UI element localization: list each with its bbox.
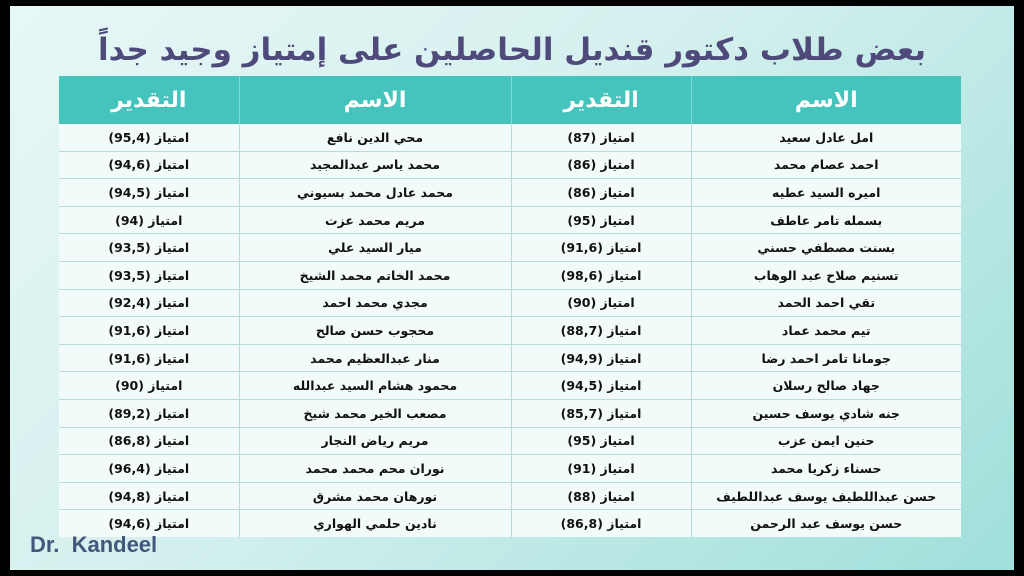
student-name-cell: تسنيم صلاح عبد الوهاب	[691, 261, 961, 289]
student-name-cell: مريم محمد عزت	[239, 206, 511, 234]
page-title: بعض طلاب دكتور قنديل الحاصلين على إمتياز وجيد جداً	[98, 32, 926, 68]
table-row	[59, 399, 961, 427]
student-name-cell: حسن يوسف عبد الرحمن	[691, 510, 961, 537]
student-name-cell: محمد عادل محمد بسيوني	[239, 179, 511, 207]
header-name-right: الاسم	[691, 76, 961, 124]
student-name-cell: مصعب الخير محمد شيخ	[239, 399, 511, 427]
student-name-cell: محي الدين نافع	[239, 124, 511, 151]
table-row	[59, 510, 961, 537]
student-grade-cell: امتياز (92,4)	[59, 289, 239, 317]
table-row	[59, 124, 961, 151]
student-grade-cell: امتياز (93,5)	[59, 234, 239, 262]
table-row	[59, 372, 961, 400]
table-row	[59, 261, 961, 289]
student-name-cell: جومانا تامر احمد رضا	[691, 344, 961, 372]
student-name-cell: بسنت مصطفي حسني	[691, 234, 961, 262]
student-grade-cell: امتياز (94,6)	[59, 151, 239, 179]
student-name-cell: اميره السيد عطيه	[691, 179, 961, 207]
student-grade-cell: امتياز (94,5)	[511, 372, 691, 400]
student-grade-cell: امتياز (88,7)	[511, 317, 691, 345]
header-name-left: الاسم	[239, 76, 511, 124]
table-row	[59, 427, 961, 455]
student-grade-cell: امتياز (87)	[511, 124, 691, 151]
student-grade-cell: امتياز (98,6)	[511, 261, 691, 289]
student-name-cell: مريم رياض النجار	[239, 427, 511, 455]
student-name-cell: جنه شادي يوسف حسين	[691, 399, 961, 427]
student-name-cell: محجوب حسن صالح	[239, 317, 511, 345]
student-name-cell: جهاد صالح رسلان	[691, 372, 961, 400]
student-grade-cell: امتياز (96,4)	[59, 455, 239, 483]
student-grade-cell: امتياز (93,5)	[59, 261, 239, 289]
student-name-cell: محمد ياسر عبدالمجيد	[239, 151, 511, 179]
student-name-cell: حنين ايمن عزب	[691, 427, 961, 455]
student-grade-cell: امتياز (86,8)	[59, 427, 239, 455]
student-name-cell: احمد عصام محمد	[691, 151, 961, 179]
student-name-cell: محمد الخاتم محمد الشيخ	[239, 261, 511, 289]
student-name-cell: حسناء زكريا محمد	[691, 455, 961, 483]
table-header-row	[59, 76, 961, 124]
student-grade-cell: امتياز (90)	[59, 372, 239, 400]
student-grade-cell: امتياز (95)	[511, 206, 691, 234]
author-signature: Dr. Kandeel	[30, 532, 158, 557]
student-grade-cell: امتياز (91,6)	[59, 344, 239, 372]
header-grade-right: التقدير	[511, 76, 691, 124]
table-row	[59, 455, 961, 483]
student-name-cell: امل عادل سعيد	[691, 124, 961, 151]
table-row	[59, 317, 961, 345]
student-grade-cell: امتياز (86,8)	[511, 510, 691, 537]
student-name-cell: بسمله تامر عاطف	[691, 206, 961, 234]
student-name-cell: حسن عبداللطيف يوسف عبداللطيف	[691, 482, 961, 510]
student-grade-cell: امتياز (91,6)	[511, 234, 691, 262]
student-grade-cell: امتياز (91,6)	[59, 317, 239, 345]
student-grade-cell: امتياز (94,9)	[511, 344, 691, 372]
student-grade-cell: امتياز (94)	[59, 206, 239, 234]
table-row	[59, 234, 961, 262]
student-grade-cell: امتياز (91)	[511, 455, 691, 483]
student-name-cell: منار عبدالعظيم محمد	[239, 344, 511, 372]
student-name-cell: ميار السيد علي	[239, 234, 511, 262]
student-name-cell: نادين حلمي الهواري	[239, 510, 511, 537]
student-name-cell: تقي احمد الحمد	[691, 289, 961, 317]
student-grade-cell: امتياز (94,8)	[59, 482, 239, 510]
student-name-cell: نوران محم محمد محمد	[239, 455, 511, 483]
student-grade-cell: امتياز (86)	[511, 179, 691, 207]
student-grade-cell: امتياز (94,6)	[59, 510, 239, 537]
header-grade-left: التقدير	[59, 76, 239, 124]
table-row	[59, 344, 961, 372]
student-grade-cell: امتياز (90)	[511, 289, 691, 317]
student-grade-cell: امتياز (89,2)	[59, 399, 239, 427]
table-row	[59, 482, 961, 510]
table-row	[59, 289, 961, 317]
student-grade-cell: امتياز (88)	[511, 482, 691, 510]
student-grade-cell: امتياز (95,4)	[59, 124, 239, 151]
student-name-cell: محمود هشام السيد عبدالله	[239, 372, 511, 400]
students-table	[59, 76, 961, 537]
student-grade-cell: امتياز (94,5)	[59, 179, 239, 207]
student-name-cell: مجدي محمد احمد	[239, 289, 511, 317]
table-row	[59, 206, 961, 234]
student-name-cell: نورهان محمد مشرق	[239, 482, 511, 510]
student-grade-cell: امتياز (95)	[511, 427, 691, 455]
student-grade-cell: امتياز (85,7)	[511, 399, 691, 427]
table-row	[59, 179, 961, 207]
slide	[10, 6, 1014, 570]
student-grade-cell: امتياز (86)	[511, 151, 691, 179]
table-row	[59, 151, 961, 179]
student-name-cell: تيم محمد عماد	[691, 317, 961, 345]
